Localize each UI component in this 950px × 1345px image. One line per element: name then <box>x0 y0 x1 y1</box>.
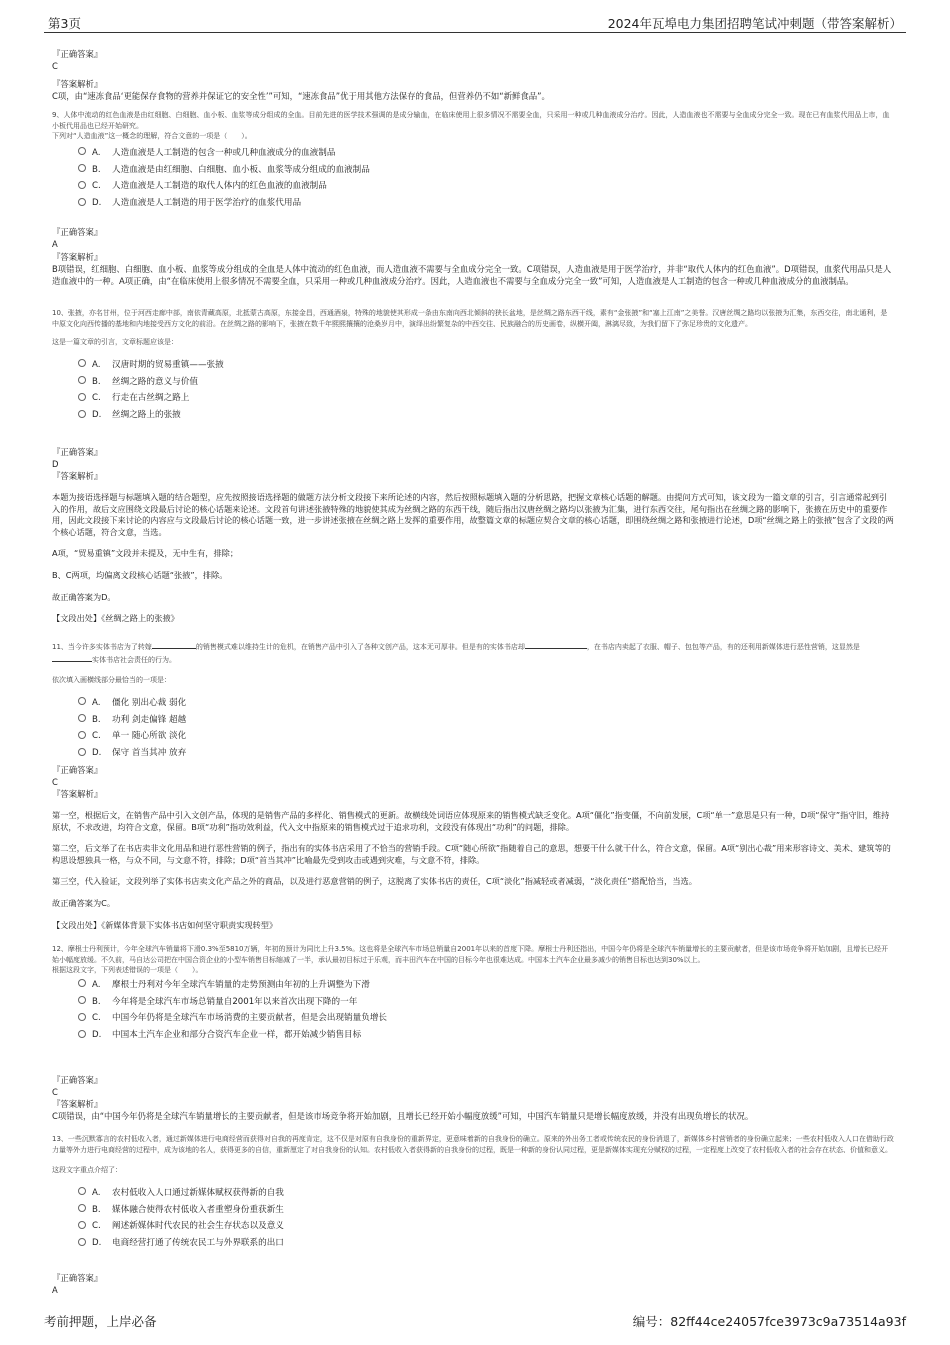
option-d[interactable] <box>78 1027 894 1044</box>
option-key: A. <box>92 359 101 370</box>
question-stem: 9、人体中流动的红色血液是由红细胞、白细胞、血小板、血浆等成分组成的全血。目前先进的医学技术强调的是成分输血，在临床使用上很多情况不需要全血，只采用一种或几种血液成分治疗。因此，人造血液也不需要与全血成分完全一致。现在已有血浆代用品上市，血小板代用品也已经开始研究。 <box>52 111 890 130</box>
analysis-label: 『答案解析』 <box>52 1099 103 1109</box>
question-10-answer <box>52 446 894 625</box>
stem-part: ，在书店内卖起了衣服、帽子、包包等产品，有的还利用新媒体进行恶性营销，这显然是 <box>586 643 860 651</box>
radio-icon[interactable] <box>78 1238 86 1246</box>
footer-slogan: 考前押题，上岸必备 <box>44 1314 157 1329</box>
option-key: B. <box>92 164 101 175</box>
question-stem <box>52 640 894 665</box>
question-prompt: 根据这段文字，下列表述错误的一项是（ ）。 <box>52 966 203 975</box>
option-a[interactable] <box>78 695 894 712</box>
option-key: B. <box>92 996 101 1007</box>
analysis-line-bc: B、C两项，均偏离文段核心话题“张掖”，排除。 <box>52 569 228 580</box>
answer-label: 『正确答案』 <box>52 49 103 59</box>
answer-label: 『正确答案』 <box>52 765 103 775</box>
radio-icon[interactable] <box>78 147 86 155</box>
analysis-text: B项错误，红细胞、白细胞、血小板、血浆等成分组成的全血是人体中流动的红色血液，而人造血液不需要与全血成分完全一致。C项错误，人造血液是用于医学治疗，并非“取代人体内的红色血液”。D项错误，血浆代用品只是人造血液中的一种。A项正确，由“在临床使用上很多情况不需要全血，只采用一种或几种血液成分治疗。因此，人造血液也不需要与全血成分完全一致”可知，人造血液是人工制造的包含一种或几种血液成分的血液制品。 <box>52 264 892 286</box>
option-text: 人造血液是由红细胞、白细胞、血小板、血浆等成分组成的血液制品 <box>112 164 370 175</box>
analysis-label: 『答案解析』 <box>52 789 103 799</box>
option-c[interactable] <box>78 728 894 745</box>
radio-icon[interactable] <box>78 1013 86 1021</box>
analysis-label: 『答案解析』 <box>52 471 103 481</box>
option-text: 媒体融合使得农村低收入者重塑身份重获新生 <box>112 1204 284 1215</box>
option-b[interactable] <box>78 994 894 1011</box>
analysis-blank-1: 第一空，根据后文，在销售产品中引入文创产品，体现的是销售产品的多样化、销售模式的更新。故横线处词语应体现原来的销售模式缺乏变化。A项“僵化”指变僵，不向前发展，C项“单一”意思是只有一种，D项“保守”指守旧，维持原状，不求改进，均符合文意，保留。B项“功利”指功效利益，代入文中指原来的销售模式过于追求功利，文段没有体现出“功利”的问题，排除。 <box>52 810 890 832</box>
option-text: 农村低收入人口通过新媒体赋权获得新的自我 <box>112 1187 284 1198</box>
radio-icon[interactable] <box>78 359 86 367</box>
option-text: 今年将是全球汽车市场总销量自2001年以来首次出现下降的一年 <box>112 996 358 1007</box>
option-key: A. <box>92 147 101 158</box>
analysis-blank-3: 第三空，代入验证，文段列举了实体书店卖文化产品之外的商品，以及进行恶意营销的例子，这脱离了实体书店的责任，C项“淡化”指减轻或者减弱，“淡化责任”搭配恰当，当选。 <box>52 876 697 887</box>
question-9-answer <box>52 226 894 287</box>
source-citation: 【文段出处】《丝绸之路上的张掖》 <box>52 613 179 624</box>
answer-label: 『正确答案』 <box>52 1075 103 1085</box>
option-list <box>52 977 894 1044</box>
option-key: B. <box>92 714 101 725</box>
analysis-text: C项，由“速冻食品‘更能保存食物的营养并保证它的安全性’”可知，“速冻食品”优于用其他方法保存的食品，但营养仍不如“新鲜食品”。 <box>52 91 550 101</box>
answer-label: 『正确答案』 <box>52 227 103 237</box>
option-text: 保守 首当其冲 放弃 <box>112 748 187 759</box>
option-text: 电商经营打通了传统农民工与外界联系的出口 <box>112 1238 284 1249</box>
option-text: 人造血液是人工制造的取代人体内的红色血液的血液制品 <box>112 181 327 192</box>
option-key: A. <box>92 979 101 990</box>
blank-1 <box>152 640 196 649</box>
analysis-text: C项错误，由“中国今年仍将是全球汽车销量增长的主要贡献者，但是该市场竞争将开始加剧，且增长已经开始小幅度放缓”可知，中国汽车销量只是增长幅度放缓，并没有出现负增长的状况。 <box>52 1111 754 1121</box>
question-stem: 12、摩根士丹利预计，今年全球汽车销量将下滑0.3%至5810万辆，年初的预计为同比上升3.5%。这也将是全球汽车市场总销量自2001年以来的首度下降。摩根士丹利还指出，中国今年仍将是全球汽车销量增长的主要贡献者，但是该市场竞争将开始加剧，且增长已经开始小幅度放缓。不久前，马自达公司把在中国合资企业的小型车销售目标缩减了一半，承认最初目标过于乐观，而丰田汽车在中国的目标今年也很难达成。中国本土汽车企业最多减少的销售目标也达到30%以上。 <box>52 945 889 964</box>
option-key: C. <box>92 1013 101 1024</box>
analysis-label: 『答案解析』 <box>52 79 103 89</box>
option-text: 行走在古丝绸之路上 <box>112 393 190 404</box>
analysis-blank-2: 第二空，后文举了在书店卖非文化用品和进行恶性营销的例子，指出有的实体书店采用了不恰当的营销手段。C项“随心所欲”指随着自己的意思，想要干什么就干什么，符合文意，保留。A项“别出心裁”用来形容诗文、美术、建筑等的构思设想独具一格，与众不同，与文意不符，排除；D项“首当其冲”比喻最先受到攻击或遇到灾难，与文意不符，排除。 <box>52 843 891 865</box>
question-12-answer <box>52 1074 894 1122</box>
answer-label: 『正确答案』 <box>52 1273 103 1283</box>
radio-icon[interactable] <box>78 748 86 756</box>
question-stem: 10、张掖，亦名甘州，位于河西走廊中部，南依青藏高原，北抵蒙古高原，东接金昌，西通酒泉，特殊的地貌使其形成一条由东南向西北倾斜的狭长盆地，是丝绸之路东西干线，素有“金张掖”和“塞上江南”之美誉。汉唐丝绸之路均以张掖为汇集，东西交往，南北通利，是中原文化向西传播的基地和内地接受西方文化的前沿。在丝绸之路的影响下，张掖在数千年熙熙攘攘的沧桑岁月中，演绎出纷繁复杂的中西交往、民族融合的历史画卷，纵横开阖，淋漓尽致，为我们留下了弥足珍贵的文化遗产。 <box>52 309 888 328</box>
answer-value: A <box>52 1285 58 1295</box>
answer-label: 『正确答案』 <box>52 447 103 457</box>
option-text: 汉唐时期的贸易重镇——张掖 <box>112 359 224 370</box>
option-text: 中国本土汽车企业和部分合资汽车企业一样，都开始减少销售目标 <box>112 1030 362 1041</box>
question-prompt: 依次填入画横线部分最恰当的一项是： <box>52 676 171 685</box>
conclusion: 故正确答案为C。 <box>52 897 116 908</box>
conclusion: 故正确答案为D。 <box>52 591 116 602</box>
option-a[interactable] <box>78 357 894 374</box>
answer-value: C <box>52 777 58 787</box>
answer-value: C <box>52 61 58 71</box>
page-number: 第3页 <box>48 16 81 31</box>
answer-value: D <box>52 459 59 469</box>
question-prompt: 这段文字重点介绍了： <box>52 1166 122 1175</box>
option-b[interactable] <box>78 162 894 179</box>
question-9 <box>52 110 894 212</box>
option-key: A. <box>92 697 101 708</box>
option-d[interactable] <box>78 195 894 212</box>
option-a[interactable] <box>78 977 894 994</box>
option-d[interactable] <box>78 407 894 424</box>
radio-icon[interactable] <box>78 1030 86 1038</box>
option-text: 单一 随心所欲 淡化 <box>112 731 187 742</box>
answer-value: A <box>52 239 58 249</box>
option-b[interactable] <box>78 712 894 729</box>
analysis-text: 本题为接语选择题与标题填入题的结合题型，应先按照接语选择题的做题方法分析文段接下来所论述的内容，然后按照标题填入题的分析思路，把握文章核心话题的解题。由提问方式可知，该文段为一篇文章的引言，引言通常起到引入的作用，故后文应围绕文段最后讨论的核心话题来论述。文段首句讲述张掖特殊的地貌使其成为丝绸之路的东西干线，随后指出汉唐丝绸之路均以张掖为汇集，进行东西交往，尾句指出在丝绸之路的影响下，张掖在历史中的重要作用，因此文段接下来讨论的内容应与文段最后讨论的核心话题一致，进一步讲述张掖在丝绸之路上发挥的重要作用，故整篇文章的标题应契合文章的核心话题，即围绕丝绸之路和张掖进行论述，D项“丝绸之路上的张掖”包含了文段的两个核心话题，符合文意，当选。 <box>52 492 894 537</box>
option-key: D. <box>92 748 102 759</box>
radio-icon[interactable] <box>78 714 86 722</box>
stem-part: 的销售模式难以维持生计的危机，在销售产品中引入了各种文创产品，这本无可厚非。但是有的实体书店却 <box>195 643 525 651</box>
question-11-answer <box>52 764 894 931</box>
question-10 <box>52 308 894 424</box>
question-12 <box>52 944 894 1044</box>
stem-part: 实体书店社会责任的行为。 <box>92 655 176 664</box>
option-key: C. <box>92 393 101 404</box>
option-text: 人造血液是人工制造的用于医学治疗的血浆代用品 <box>112 198 302 209</box>
option-key: D. <box>92 1238 102 1249</box>
question-11 <box>52 640 894 762</box>
radio-icon[interactable] <box>78 376 86 384</box>
option-key: B. <box>92 376 101 387</box>
option-a[interactable] <box>78 1185 894 1202</box>
option-b[interactable] <box>78 1202 894 1219</box>
option-list <box>52 1185 894 1252</box>
question-13 <box>52 1134 894 1252</box>
radio-icon[interactable] <box>78 181 86 189</box>
option-d[interactable] <box>78 745 894 762</box>
option-key: D. <box>92 1030 102 1041</box>
radio-icon[interactable] <box>78 1221 86 1229</box>
option-a[interactable] <box>78 145 894 162</box>
option-text: 僵化 别出心裁 弱化 <box>112 697 187 708</box>
analysis-line-a: A项，“贸易重镇”文段并未提及，无中生有，排除； <box>52 548 239 559</box>
source-citation: 【文段出处】《新媒体背景下实体书店如何坚守职责实现转型》 <box>52 919 278 930</box>
option-list <box>52 145 894 212</box>
question-8-tail <box>52 48 894 102</box>
radio-icon[interactable] <box>78 1187 86 1195</box>
option-key: D. <box>92 410 102 421</box>
radio-icon[interactable] <box>78 697 86 705</box>
question-13-answer <box>52 1272 894 1296</box>
option-list <box>52 695 894 762</box>
blank-3 <box>52 653 92 662</box>
question-stem: 13、一些沉默寡言的农村低收入者，通过新媒体进行电商经营而获得对自我的再度肯定，这不仅是对原有自我身份的重新界定，更意味着新的自我身份的确立。原来的外出务工者或传统农民的身份消退了，新媒体乡村营销者的身份确立起来；一些农村低收入人口在借助行政力量等外力进行电商经营的过程中，成为该地的名人，获得更多的自信，重新厘定了对自我身份的认知。农村低收入者获得新的自我身份的过程，既是一种新的身份认同过程，更是新媒体实现充分赋权的过程，一定程度上改变了农村低收入者的社会存在状态、价值和意义。 <box>52 1135 894 1154</box>
radio-icon[interactable] <box>78 1204 86 1212</box>
radio-icon[interactable] <box>78 164 86 172</box>
option-c[interactable] <box>78 1218 894 1235</box>
option-d[interactable] <box>78 1235 894 1252</box>
page-header <box>44 12 906 33</box>
option-list <box>52 357 894 424</box>
option-key: D. <box>92 198 102 209</box>
blank-2 <box>525 640 587 649</box>
option-key: A. <box>92 1187 101 1198</box>
option-c[interactable] <box>78 390 894 407</box>
radio-icon[interactable] <box>78 731 86 739</box>
option-b[interactable] <box>78 374 894 391</box>
option-c[interactable] <box>78 178 894 195</box>
analysis-label: 『答案解析』 <box>52 252 103 262</box>
document-title: 2024年瓦埠电力集团招聘笔试冲刺题（带答案解析） <box>607 16 902 31</box>
question-prompt: 下列对“人造血液”这一概念的理解，符合文意的一项是（ ）。 <box>52 132 252 141</box>
option-key: C. <box>92 181 101 192</box>
radio-icon[interactable] <box>78 198 86 206</box>
answer-value: C <box>52 1087 58 1097</box>
radio-icon[interactable] <box>78 410 86 418</box>
radio-icon[interactable] <box>78 979 86 987</box>
option-key: C. <box>92 1221 101 1232</box>
option-text: 中国今年仍将是全球汽车市场消费的主要贡献者，但是会出现销量负增长 <box>112 1013 388 1024</box>
option-text: 丝绸之路上的张掖 <box>112 410 181 421</box>
option-text: 阐述新媒体时代农民的社会生存状态以及意义 <box>112 1221 284 1232</box>
radio-icon[interactable] <box>78 996 86 1004</box>
question-prompt: 这是一篇文章的引言，文章标题应该是： <box>52 338 178 347</box>
option-text: 人造血液是人工制造的包含一种或几种血液成分的血液制品 <box>112 147 336 158</box>
option-key: C. <box>92 731 101 742</box>
option-c[interactable] <box>78 1010 894 1027</box>
option-text: 功利 剑走偏锋 超越 <box>112 714 187 725</box>
radio-icon[interactable] <box>78 393 86 401</box>
document-id: 编号：82ff44ce24057fce3973c9a73514a93f <box>632 1314 906 1329</box>
option-key: B. <box>92 1204 101 1215</box>
stem-part: 11、当今许多实体书店为了转嫁 <box>52 643 152 651</box>
option-text: 摩根士丹利对今年全球汽车销量的走势预测由年初的上升调整为下滑 <box>112 979 370 990</box>
option-text: 丝绸之路的意义与价值 <box>112 376 198 387</box>
